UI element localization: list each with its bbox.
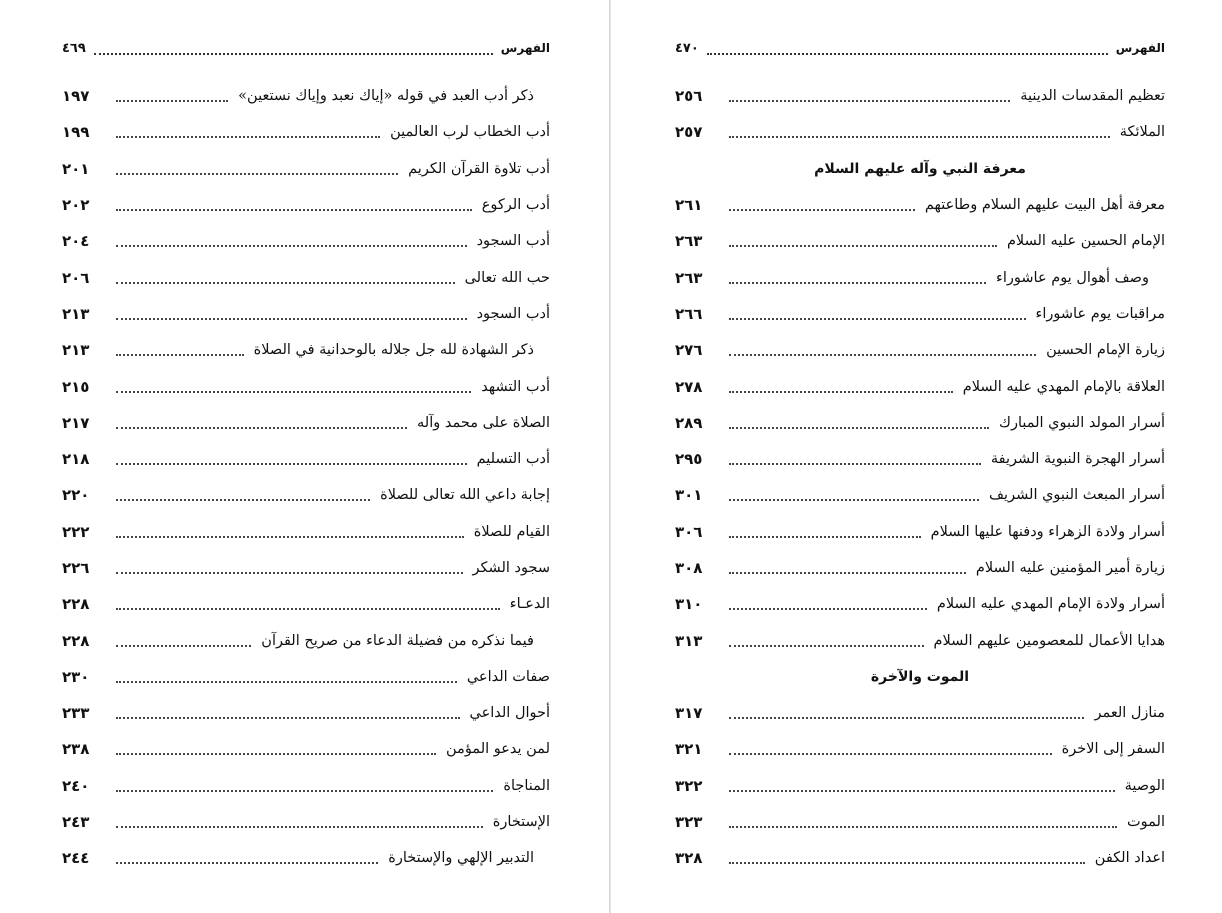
entry-title: سجود الشكر xyxy=(472,560,550,576)
dot-leader xyxy=(729,126,1110,138)
dot-leader xyxy=(729,562,966,574)
entry-page-number: ٣٠٦ xyxy=(675,522,703,541)
entry-title: أدب السجود xyxy=(476,305,550,322)
toc-entry xyxy=(675,441,1165,477)
toc-entry xyxy=(62,550,550,586)
entry-title: منازل العمر xyxy=(1094,705,1165,722)
entry-page-number: ٢٠٤ xyxy=(62,232,90,251)
entry-page-number: ٢٢٢ xyxy=(62,522,90,541)
entry-title: أسرار ولادة الزهراء ودفنها عليها السلام xyxy=(930,523,1165,540)
toc-entry xyxy=(675,296,1165,332)
toc-entry xyxy=(675,840,1165,876)
dot-leader xyxy=(729,635,924,647)
entry-title: الصلاة على محمد وآله xyxy=(417,414,550,431)
dot-leader xyxy=(116,90,228,102)
dot-leader xyxy=(707,41,1108,55)
section-title: معرفة النبي وآله عليهم السلام xyxy=(814,160,1026,177)
entry-page-number: ٢٩٥ xyxy=(675,450,703,469)
dot-leader xyxy=(729,780,1115,792)
toc-entry xyxy=(675,368,1165,404)
entry-title: أسرار المولد النبوي المبارك xyxy=(999,414,1165,431)
entry-page-number: ١٩٧ xyxy=(62,87,90,106)
toc-entry xyxy=(62,368,550,404)
toc-entry xyxy=(62,187,550,223)
entry-page-number: ٣٢٨ xyxy=(675,849,703,868)
toc-entry xyxy=(62,514,550,550)
toc-entry xyxy=(675,259,1165,295)
toc-entry xyxy=(675,477,1165,513)
entry-page-number: ٣٢٣ xyxy=(675,813,703,832)
entry-title: وصف أهوال يوم عاشوراء xyxy=(996,269,1149,286)
entry-title: فيما نذكره من فضيلة الدعاء من صريح القرآن xyxy=(261,632,534,649)
dot-leader xyxy=(729,235,997,247)
toc-section-heading xyxy=(675,151,1165,187)
dot-leader xyxy=(729,816,1117,828)
entry-title: زيارة الإمام الحسين xyxy=(1046,342,1165,359)
toc-entry xyxy=(62,768,550,804)
toc-entry xyxy=(675,622,1165,658)
entry-title: معرفة أهل البيت عليهم السلام وطاعتهم xyxy=(924,197,1165,214)
dot-leader xyxy=(116,780,493,792)
toc-entry xyxy=(62,622,550,658)
dot-leader xyxy=(116,635,251,647)
entry-title: أدب التسليم xyxy=(476,451,550,468)
entry-title: أسرار المبعث النبوي الشريف xyxy=(989,487,1165,504)
entry-title: الملائكة xyxy=(1119,124,1165,141)
entry-page-number: ٢٠٦ xyxy=(62,268,90,287)
toc-entry xyxy=(675,768,1165,804)
entry-page-number: ١٩٩ xyxy=(62,123,90,142)
dot-leader xyxy=(116,671,457,683)
dot-leader xyxy=(116,598,500,610)
entry-page-number: ٢٢٠ xyxy=(62,486,90,505)
entry-page-number: ٢٨٩ xyxy=(675,413,703,432)
dot-leader xyxy=(116,453,467,465)
header-title: الفهرس xyxy=(1115,41,1165,55)
entry-title: مراقبات يوم عاشوراء xyxy=(1035,305,1165,322)
entry-title: أدب الركوع xyxy=(481,197,550,214)
entry-page-number: ٢٠١ xyxy=(62,159,90,178)
entry-page-number: ٢٦٣ xyxy=(675,268,703,287)
dot-leader xyxy=(116,199,472,211)
dot-leader xyxy=(729,90,1010,102)
entry-page-number: ٣٠١ xyxy=(675,486,703,505)
entry-page-number: ٢٤٤ xyxy=(62,849,90,868)
toc-entry xyxy=(675,550,1165,586)
entry-page-number: ٣١٧ xyxy=(675,704,703,723)
section-title: الموت والآخرة xyxy=(870,668,970,685)
entry-page-number: ٣٠٨ xyxy=(675,559,703,577)
entry-page-number: ٢٢٦ xyxy=(62,559,90,577)
toc-entry xyxy=(675,223,1165,259)
toc-entry xyxy=(62,405,550,441)
dot-leader xyxy=(729,272,986,284)
dot-leader xyxy=(729,417,989,429)
entry-page-number: ٢٦١ xyxy=(675,196,703,215)
toc-entry xyxy=(62,659,550,695)
entry-title: أحوال الداعي xyxy=(469,705,550,722)
dot-leader xyxy=(116,816,483,828)
entry-title: الإستخارة xyxy=(492,814,550,831)
entry-title: الإمام الحسين عليه السلام xyxy=(1006,233,1165,250)
entry-title: زيارة أمير المؤمنين عليه السلام xyxy=(975,560,1165,576)
entry-title: صفات الداعي xyxy=(466,668,550,685)
toc-entry xyxy=(62,477,550,513)
dot-leader xyxy=(729,453,981,465)
toc-entry xyxy=(675,187,1165,223)
header-title: الفهرس xyxy=(500,41,550,55)
dot-leader xyxy=(729,707,1084,719)
entry-page-number: ٢١٣ xyxy=(62,341,90,360)
entry-page-number: ٢٦٣ xyxy=(675,232,703,251)
dot-leader xyxy=(116,126,380,138)
entry-page-number: ٢٢٨ xyxy=(62,631,90,650)
page-number: ٤٧٠ xyxy=(675,40,699,56)
dot-leader xyxy=(729,489,979,501)
toc-entry xyxy=(675,586,1165,622)
toc-entry xyxy=(62,151,550,187)
toc-entry xyxy=(62,695,550,731)
entry-page-number: ٢٥٧ xyxy=(675,123,703,142)
toc-entry xyxy=(62,441,550,477)
toc-entry xyxy=(62,332,550,368)
entry-title: ذكر أدب العبد في قوله «إياك نعبد وإياك نستعين» xyxy=(238,88,534,105)
dot-leader xyxy=(116,707,460,719)
entry-page-number: ٢٧٦ xyxy=(675,341,703,360)
dot-leader xyxy=(116,163,398,175)
dot-leader xyxy=(729,852,1085,864)
dot-leader xyxy=(116,489,370,501)
dot-leader xyxy=(116,344,244,356)
toc-entry xyxy=(675,405,1165,441)
toc-entry xyxy=(675,332,1165,368)
dot-leader xyxy=(729,526,921,538)
page-number: ٤٦٩ xyxy=(62,40,86,56)
right-page xyxy=(611,0,1222,913)
entry-title: حب الله تعالى xyxy=(464,269,550,286)
toc-entry xyxy=(62,296,550,332)
dot-leader xyxy=(94,41,493,55)
toc-list xyxy=(62,78,550,877)
entry-page-number: ٢٥٦ xyxy=(675,87,703,106)
entry-title: التدبير الإلهي والإستخارة xyxy=(388,850,534,867)
dot-leader xyxy=(116,272,455,284)
toc-entry xyxy=(62,78,550,114)
entry-page-number: ٣١٠ xyxy=(675,595,703,614)
entry-title: تعظيم المقدسات الدينية xyxy=(1020,88,1165,105)
entry-page-number: ٣٢١ xyxy=(675,740,703,759)
dot-leader xyxy=(116,562,463,574)
dot-leader xyxy=(116,852,378,864)
toc-entry xyxy=(62,586,550,622)
entry-page-number: ٢٦٦ xyxy=(675,304,703,323)
entry-title: ذكر الشهادة لله جل جلاله بالوحدانية في الصلاة xyxy=(253,342,534,359)
entry-page-number: ٢٣٣ xyxy=(62,704,90,723)
entry-page-number: ٢١٨ xyxy=(62,450,90,469)
dot-leader xyxy=(729,199,915,211)
toc-entry xyxy=(62,223,550,259)
entry-title: أدب الخطاب لرب العالمين xyxy=(390,124,550,141)
dot-leader xyxy=(116,417,407,429)
entry-page-number: ٢٢٨ xyxy=(62,595,90,614)
entry-title: الوصية xyxy=(1124,777,1165,794)
toc-entry xyxy=(62,259,550,295)
entry-title: القيام للصلاة xyxy=(473,523,550,540)
entry-title: الدعـاء xyxy=(509,596,550,613)
entry-title: لمن يدعو المؤمن xyxy=(446,741,550,758)
toc-list xyxy=(675,78,1165,877)
toc-entry xyxy=(675,78,1165,114)
entry-title: العلاقة بالإمام المهدي عليه السلام xyxy=(962,378,1165,395)
dot-leader xyxy=(116,743,436,755)
entry-title: أدب التشهد xyxy=(481,378,550,395)
dot-leader xyxy=(729,598,927,610)
entry-page-number: ٣١٣ xyxy=(675,631,703,650)
dot-leader xyxy=(729,743,1052,755)
entry-title: السفر إلى الاخرة xyxy=(1061,741,1165,758)
dot-leader xyxy=(116,235,467,247)
entry-title: المناجاة xyxy=(503,777,550,794)
dot-leader xyxy=(729,308,1026,320)
entry-title: أدب السجود xyxy=(476,233,550,250)
entry-title: اعداد الكفن xyxy=(1094,850,1165,867)
toc-entry xyxy=(62,114,550,150)
dot-leader xyxy=(729,381,953,393)
entry-page-number: ٢١٥ xyxy=(62,377,90,396)
toc-entry xyxy=(675,114,1165,150)
toc-entry xyxy=(675,731,1165,767)
entry-title: إجابة داعي الله تعالى للصلاة xyxy=(380,487,550,504)
toc-section-heading xyxy=(675,659,1165,695)
entry-title: أسرار الهجرة النبوية الشريفة xyxy=(990,451,1165,468)
entry-page-number: ٢٤٣ xyxy=(62,813,90,832)
dot-leader xyxy=(116,381,471,393)
entry-page-number: ٢٧٨ xyxy=(675,377,703,396)
entry-page-number: ٢١٧ xyxy=(62,413,90,432)
entry-title: أسرار ولادة الإمام المهدي عليه السلام xyxy=(936,596,1165,613)
toc-entry xyxy=(62,731,550,767)
entry-page-number: ٢٠٢ xyxy=(62,196,90,215)
toc-entry xyxy=(675,514,1165,550)
toc-entry xyxy=(62,840,550,876)
entry-title: هدايا الأعمال للمعصومين عليهم السلام xyxy=(933,632,1165,649)
dot-leader xyxy=(116,308,467,320)
entry-page-number: ٢٣٨ xyxy=(62,740,90,759)
entry-page-number: ٢٣٠ xyxy=(62,667,90,686)
page-header xyxy=(62,36,550,60)
toc-entry xyxy=(675,804,1165,840)
dot-leader xyxy=(116,526,464,538)
toc-entry xyxy=(62,804,550,840)
entry-page-number: ٢٤٠ xyxy=(62,776,90,795)
dot-leader xyxy=(729,344,1036,356)
toc-entry xyxy=(675,695,1165,731)
entry-title: أدب تلاوة القرآن الكريم xyxy=(408,160,550,177)
page-header xyxy=(675,36,1165,60)
entry-title: الموت xyxy=(1127,814,1165,831)
entry-page-number: ٢١٣ xyxy=(62,304,90,323)
entry-page-number: ٣٢٢ xyxy=(675,776,703,795)
